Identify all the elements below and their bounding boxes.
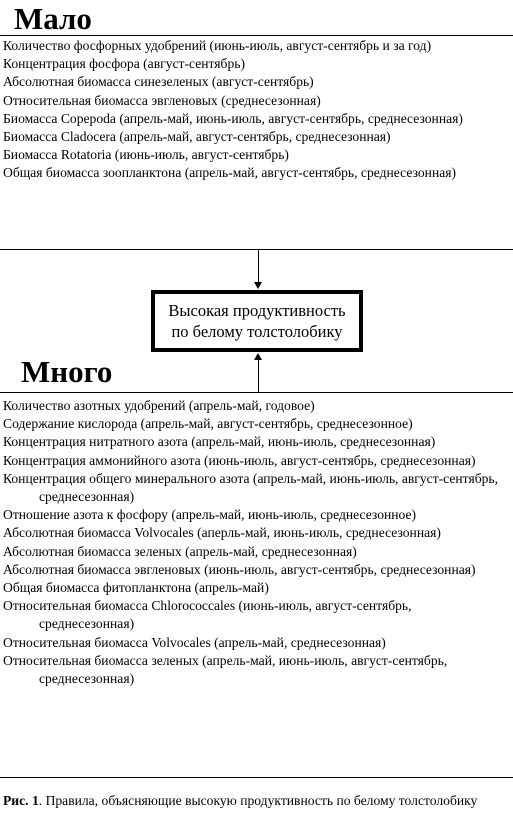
central-outcome-box [151, 290, 363, 352]
arrow-down-icon [254, 282, 262, 289]
factor-item: Концентрация общего минерального азота (апрель-май, июнь-июль, август-сентябрь, среднесезонная) [3, 470, 499, 505]
factor-item: Концентрация аммонийного азота (июнь-июль, август-сентябрь, среднесезонная) [3, 452, 476, 468]
factor-item: Относительная биомасса зеленых (апрель-май, июнь-июль, август-сентябрь, среднесезонная) [3, 652, 448, 687]
factor-item: Абсолютная биомасса зеленых (апрель-май, среднесезонная) [3, 543, 357, 559]
factor-item: Количество азотных удобрений (апрель-май, годовое) [3, 398, 315, 413]
factor-item: Абсолютная биомасса эвгленовых (июнь-июль, август-сентябрь, среднесезонная) [3, 561, 476, 577]
factor-item: Количество фосфорных удобрений (июнь-июль, август-сентябрь и за год) [3, 38, 432, 53]
top-divider [0, 35, 513, 36]
factor-item: Содержание кислорода (апрель-май, август-сентябрь, среднесезонное) [3, 416, 413, 432]
low-heading: Мало [14, 1, 92, 36]
down-connector-line [258, 250, 259, 282]
factor-item: Относительная биомасса эвгленовых (среднесезонная) [3, 92, 321, 108]
factor-item: Биомасса Rotatoria (июнь-июль, август-сентябрь) [3, 147, 289, 163]
low-section-bottom-divider [0, 249, 513, 250]
arrow-up-icon [254, 353, 262, 360]
factor-item: Концентрация нитратного азота (апрель-май, июнь-июль, среднесезонная) [3, 434, 436, 450]
factor-item: Отношение азота к фосфору (апрель-май, июнь-июль, среднесезонное) [3, 507, 417, 523]
factor-item: Концентрация фосфора (август-сентябрь) [3, 56, 245, 72]
figure-caption-text: . Правила, объясняющие высокую продуктивность по белому толстолобику [38, 793, 478, 808]
factor-item: Общая биомасса зоопланктона (апрель-май, август-сентябрь, среднесезонная) [3, 165, 457, 181]
high-section-bottom-divider [0, 777, 513, 778]
factor-item: Абсолютная биомасса синезеленых (август-сентябрь) [3, 74, 314, 90]
factor-item: Общая биомасса фитопланктона (апрель-май) [3, 580, 269, 596]
factor-item: Относительная биомасса Chlorococcales (июнь-июль, август-сентябрь, среднесезонная) [3, 598, 412, 632]
high-heading: Много [21, 354, 113, 389]
figure-caption-label: Рис. 1 [3, 793, 39, 808]
factor-item: Биомасса Cladocera (апрель-май, август-сентябрь, среднесезонная) [3, 129, 391, 145]
figure-caption [3, 792, 508, 811]
low-factors-list [3, 37, 508, 183]
high-factors-list [3, 397, 508, 688]
factor-item: Относительная биомасса Volvocales (апрель-май, среднесезонная) [3, 634, 386, 650]
factor-item: Биомасса Copepoda (апрель-май, июнь-июль, август-сентябрь, среднесезонная) [3, 110, 463, 126]
up-connector-line [258, 360, 259, 392]
high-section-top-divider [0, 392, 513, 393]
central-outcome-text: Высокая продуктивность по белому толстолобику [168, 301, 346, 341]
factor-item: Абсолютная биомасса Volvocales (аперль-май, июнь-июль, среднесезонная) [3, 525, 441, 541]
